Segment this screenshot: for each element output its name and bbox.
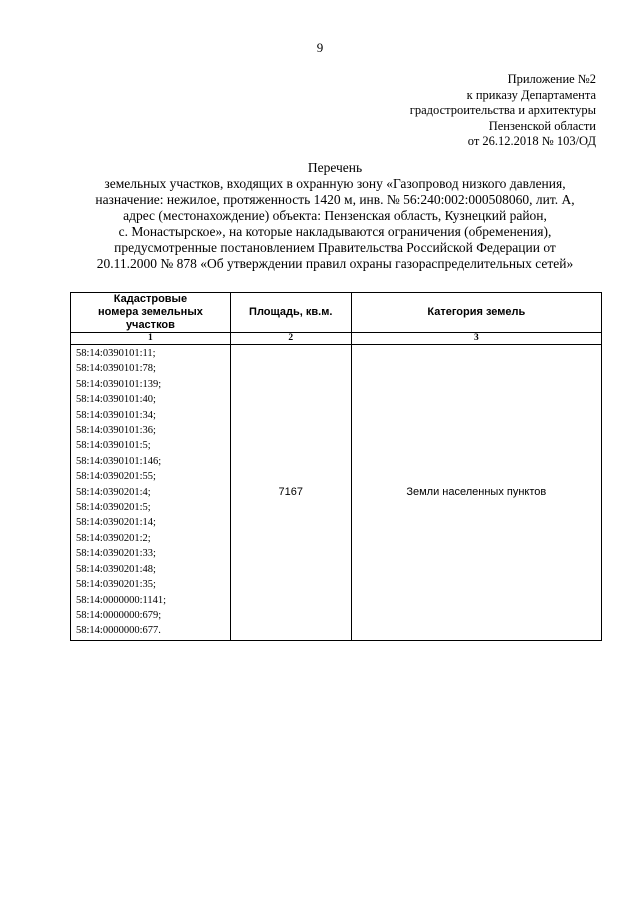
cadastral-number: 58:14:0390101:36; [76,425,156,437]
column-number: 3 [351,333,601,345]
land-category: Земли населенных пунктов [351,345,601,641]
annex-line: к приказу Департамента [466,87,596,102]
annex-line: Пензенской области [488,118,596,133]
title-line: Перечень [307,160,363,175]
cadastral-number: 58:14:0390201:33; [76,548,156,560]
cadastral-number: 58:14:0390101:78; [76,363,156,375]
table-row [71,345,602,641]
cadastral-number: 58:14:0390201:4; [76,486,151,498]
cadastral-number: 58:14:0390101:34; [76,409,156,421]
column-number: 2 [230,333,351,345]
annex-line: от 26.12.2018 № 103/ОД [467,134,596,148]
cadastral-number: 58:14:0390101:5; [76,440,151,452]
page-number: 9 [316,40,324,55]
cadastral-number: 58:14:0000000:677. [76,625,161,637]
cadastral-list [71,345,231,641]
cadastral-number: 58:14:0000000:1141; [76,594,167,606]
cadastral-number: 58:14:0000000:679; [76,609,162,621]
header-area: Площадь, кв.м. [230,293,351,333]
title-line: назначение: нежилое, протяженность 1420 м, инв. № 56:240:002:000508060, лит. А, [95,192,575,207]
title-line: с. Монастырское», на которые накладываются ограничения (обременения), [118,224,552,239]
cadastral-number: 58:14:0390101:11; [76,348,156,359]
cadastral-number: 58:14:0390201:2; [76,532,151,544]
header-cadastral: Кадастровые номера земельных участков [71,293,231,333]
title-line: земельных участков, входящих в охранную зону «Газопровод низкого давления, [104,176,566,191]
annex-block [410,72,596,150]
cadastral-number: 58:14:0390201:48; [76,563,156,575]
cadastral-number: 58:14:0390101:40; [76,394,156,406]
table-header-row [71,293,602,333]
column-number-row [71,333,602,345]
title-line: предусмотренные постановлением Правительства Российской Федерации от [114,240,556,255]
title-line: 20.11.2000 № 878 «Об утверждении правил охраны газораспределительных сетей» [96,256,574,271]
cadastral-number: 58:14:0390201:35; [76,579,156,591]
cadastral-number: 58:14:0390201:5; [76,502,151,514]
column-number: 1 [71,333,231,345]
document-title [40,160,630,272]
annex-line: градостроительства и архитектуры [409,103,596,117]
cadastral-number: 58:14:0390101:146; [76,455,162,467]
annex-line: Приложение №2 [507,72,596,86]
area-value: 7167 [230,345,351,641]
header-category: Категория земель [351,293,601,333]
parcels-table [70,292,602,641]
title-line: адрес (местонахождение) объекта: Пензенская область, Кузнецкий район, [123,208,547,223]
cadastral-number: 58:14:0390201:14; [76,517,156,529]
cadastral-number: 58:14:0390201:55; [76,471,156,483]
cadastral-number: 58:14:0390101:139; [76,378,162,390]
